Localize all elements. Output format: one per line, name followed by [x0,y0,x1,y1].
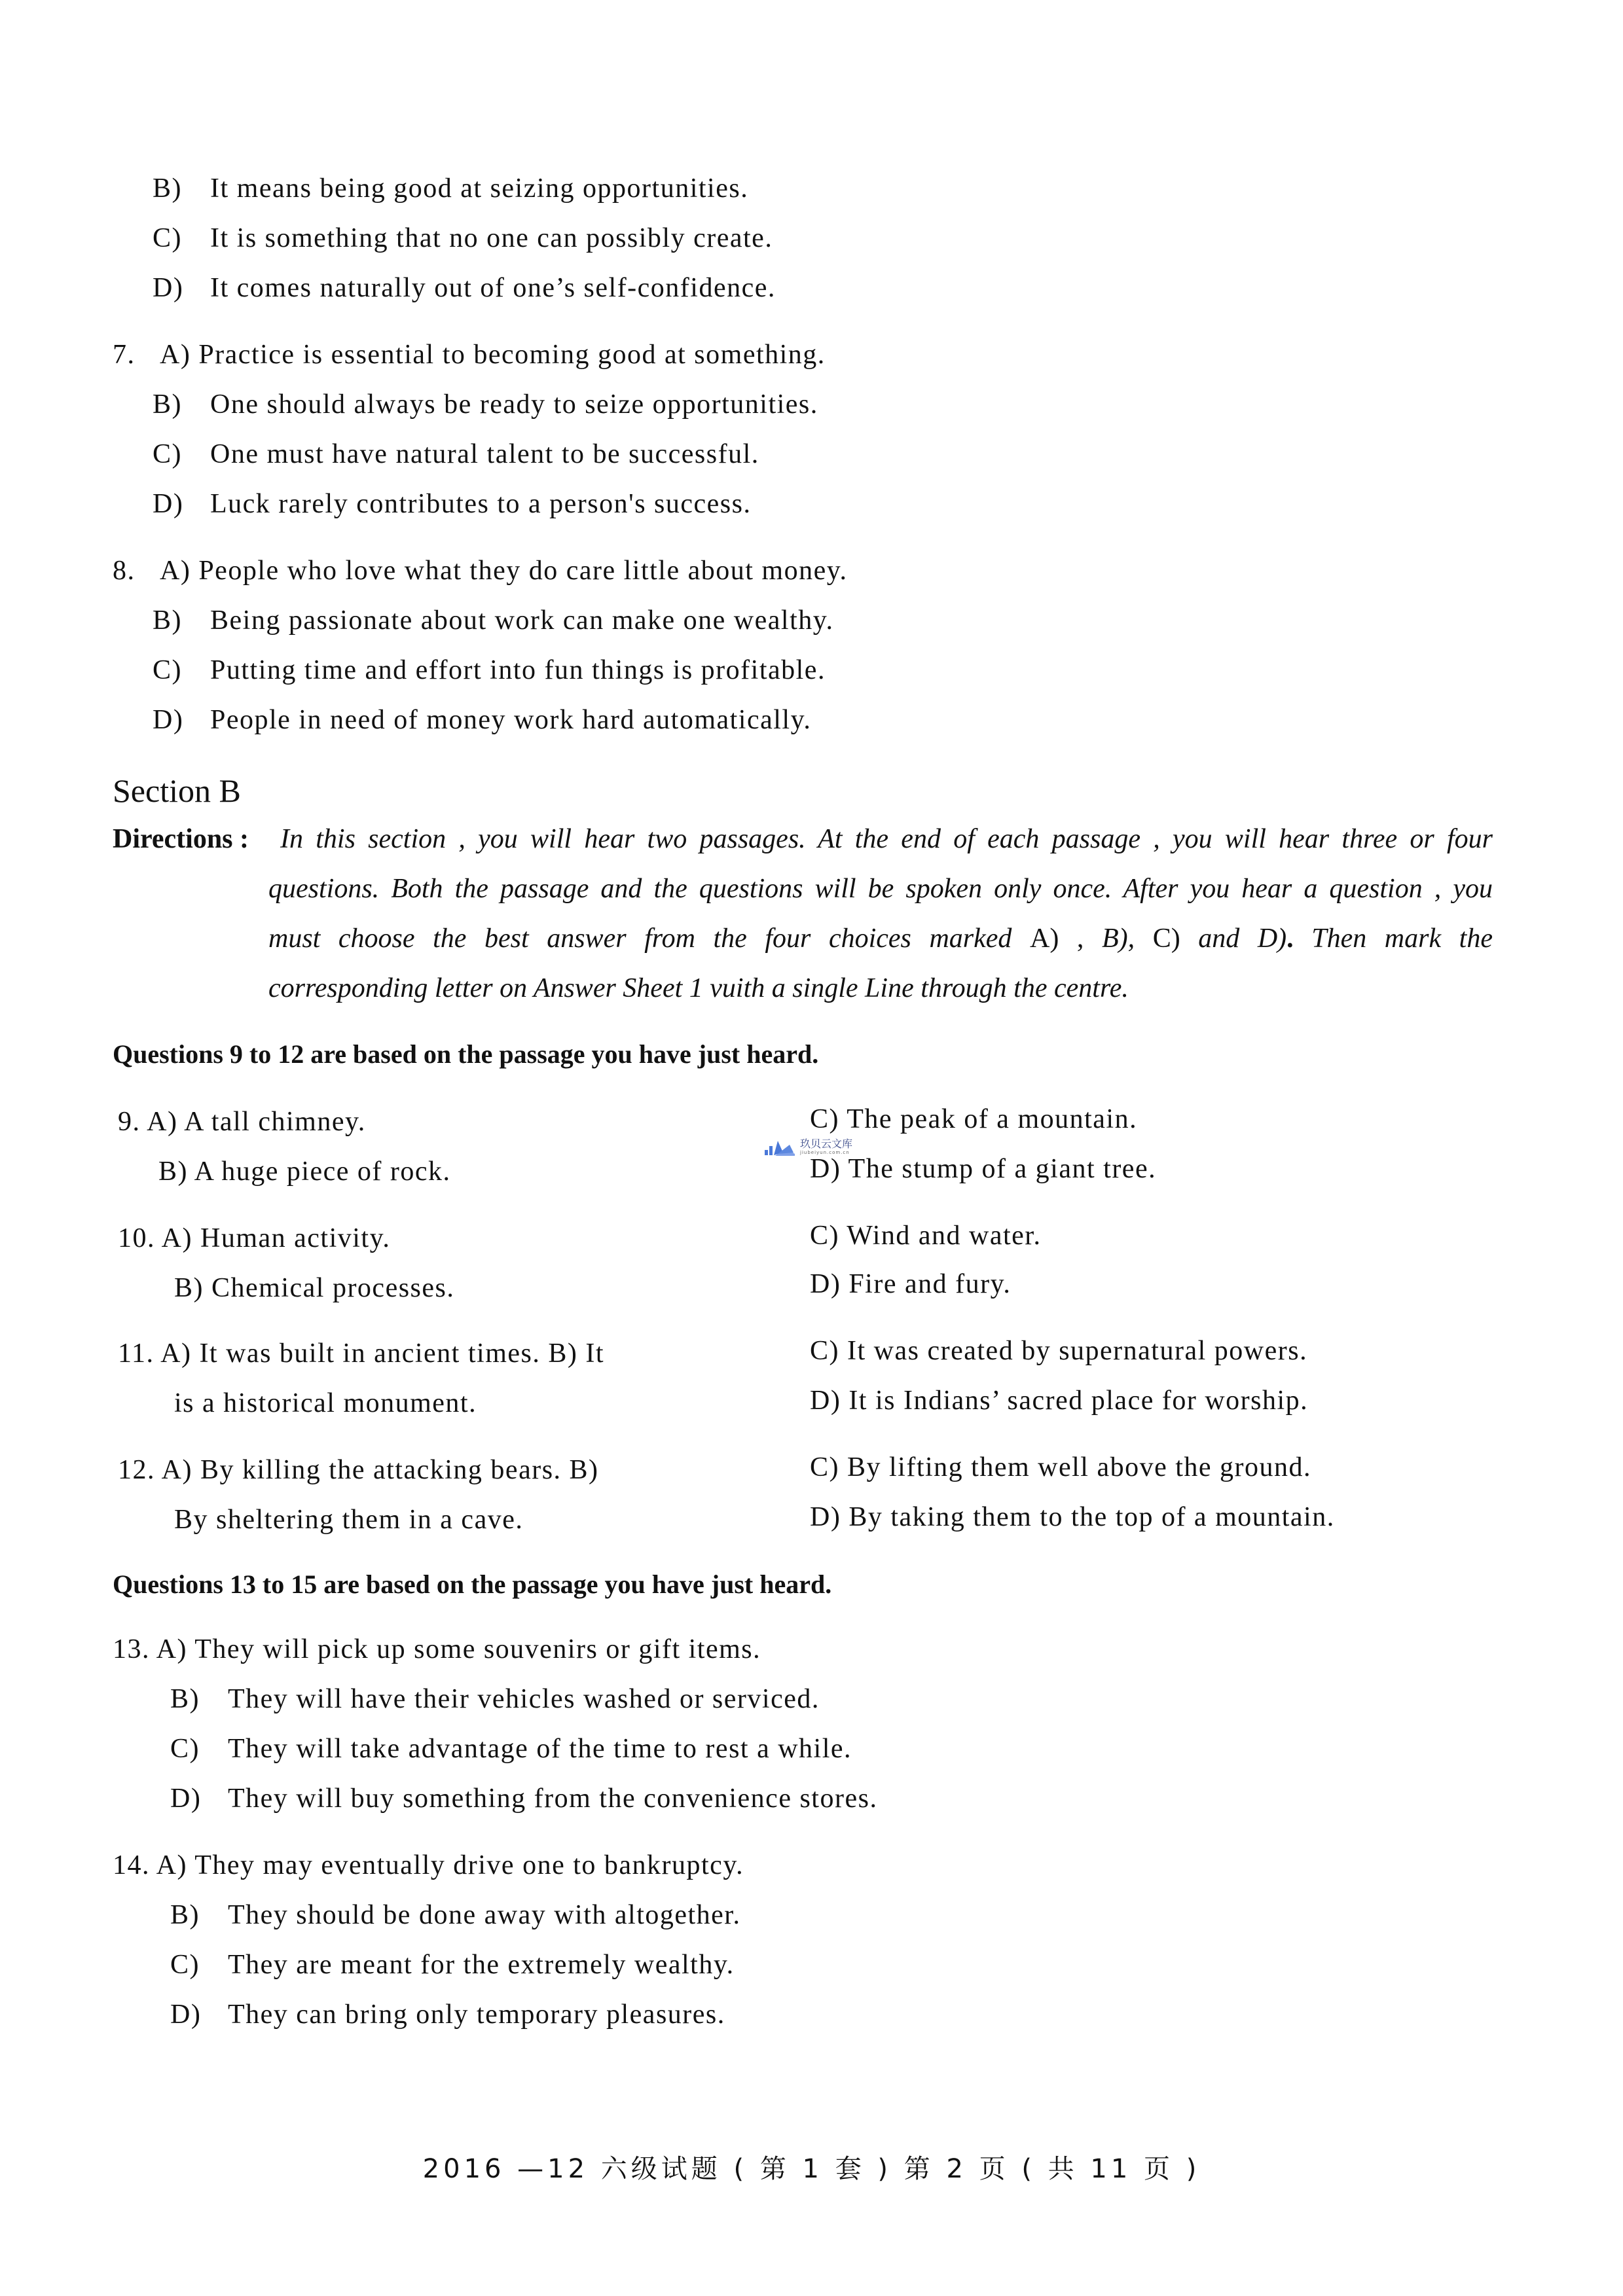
q9-option-d: D) The stump of a giant tree. [810,1154,1157,1184]
option-text: They should be done away with altogether. [228,1900,741,1930]
option-text: They will have their vehicles washed or serviced. [228,1684,820,1714]
comma: , [1076,924,1102,954]
group-heading-9-12: Questions 9 to 12 are based on the passage you have just heard. [113,1039,819,1069]
q6-option-b [153,171,748,206]
option-letter: B) [153,389,182,420]
q13-option-a: 13. A) They will pick up some souvenirs or gift items. [113,1634,761,1664]
q13-option-b [170,1682,820,1716]
q10-option-d: D) Fire and fury. [810,1269,1012,1299]
q14-option-c [170,1948,735,1982]
q11-option-d: D) It is Indians’ sacred place for worship. [810,1386,1309,1416]
watermark-logo [763,1136,862,1162]
watermark-name: 玖贝云文库 [800,1138,853,1150]
q10-option-c: C) Wind and water. [810,1221,1042,1251]
option-text: It comes naturally out of one’s self-confidence. [210,273,776,303]
q12-option-d: D) By taking them to the top of a mountain. [810,1502,1335,1532]
page-footer: 2016 —12 六级试题 ( 第 1 套 ) 第 2 页 ( 共 11 页 ) [422,2154,1201,2184]
option-text: Luck rarely contributes to a person's success. [210,489,752,519]
q7-option-b [153,387,818,422]
directions-text: Then mark the [1293,924,1493,954]
q11-left-line-2: is a historical monument. [174,1388,477,1418]
option-text: Being passionate about work can make one wealthy. [210,605,834,636]
directions-line-2: questions. Both the passage and the questions will be spoken only once. After you hear a question , you [268,874,1493,904]
choice-b-label: B), [1101,924,1153,954]
q12-option-c: C) By lifting them well above the ground. [810,1452,1312,1482]
q9-left-line-2: B) A huge piece of rock. [158,1157,451,1187]
option-text: A) Practice is essential to becoming good at something. [160,340,826,370]
option-letter: C) [170,1734,200,1764]
q8-option-a [113,554,848,588]
book-logo-icon [763,1138,797,1158]
choice-c-label: C) [1152,924,1199,954]
option-letter: C) [153,655,182,685]
choice-d-label: and D) [1198,924,1287,954]
option-text: It means being good at seizing opportunities. [210,173,749,204]
section-title: Section B [113,772,241,809]
option-letter: B) [170,1684,200,1714]
option-letter: D) [153,489,184,519]
option-text: They will buy something from the convenience stores. [228,1784,878,1814]
option-letter: B) [170,1900,200,1930]
option-letter: C) [153,439,182,469]
q11-option-c: C) It was created by supernatural powers. [810,1336,1308,1366]
q6-option-c [153,221,773,255]
q8-option-b [153,603,834,637]
option-letter: B) [153,605,182,636]
q7-option-c [153,437,759,471]
choice-a-label: A) [1030,924,1077,954]
option-text: One must have natural talent to be successful. [210,439,759,469]
watermark-url: jiubeiyun.com.cn [800,1150,850,1155]
q11-left-line-1: 11. A) It was built in ancient times. B) It [118,1338,605,1369]
option-text: They can bring only temporary pleasures. [228,2000,725,2030]
q14-option-b [170,1898,740,1932]
option-letter: D) [170,2000,202,2030]
option-letter: D) [153,705,184,735]
q10-left-line-1: 10. A) Human activity. [118,1223,391,1253]
q12-left-line-1: 12. A) By killing the attacking bears. B) [118,1455,599,1485]
group-heading-13-15: Questions 13 to 15 are based on the passage you have just heard. [113,1570,832,1599]
period: . [1286,924,1294,954]
option-letter: D) [153,273,184,303]
q7-option-a [113,338,826,372]
option-text: Putting time and effort into fun things is profitable. [210,655,826,685]
option-text: A) People who love what they do care little about money. [160,556,848,586]
option-text: One should always be ready to seize opportunities. [210,389,818,420]
q8-option-d [153,703,811,737]
q13-option-d [170,1782,877,1816]
question-number: 7. [113,340,136,370]
directions-text: must choose the best answer from the four choices marked [268,924,1030,954]
option-text: People in need of money work hard automatically. [210,705,812,735]
q13-option-c [170,1732,852,1766]
directions-label: Directions : [113,824,249,854]
option-letter: C) [153,223,182,253]
q10-left-line-2: B) Chemical processes. [174,1273,455,1303]
question-number: 8. [113,556,136,586]
q12-left-line-2: By sheltering them in a cave. [174,1505,524,1535]
option-text: It is something that no one can possibly create. [210,223,773,253]
q14-option-d [170,1998,725,2032]
q14-option-a: 14. A) They may eventually drive one to bankruptcy. [113,1850,744,1880]
option-letter: C) [170,1950,200,1980]
q7-option-d [153,487,752,521]
q6-option-d [153,271,776,305]
directions-line-1: In this section , you will hear two passages. At the end of each passage , you will hear three or four [280,824,1493,854]
q9-option-c: C) The peak of a mountain. [810,1104,1138,1134]
directions-line-3 [268,922,1493,956]
option-text: They will take advantage of the time to rest a while. [228,1734,852,1764]
q9-left-line-1: 9. A) A tall chimney. [118,1107,366,1137]
option-letter: B) [153,173,182,204]
option-text: They are meant for the extremely wealthy. [228,1950,735,1980]
directions-line-4: corresponding letter on Answer Sheet 1 vuith a single Line through the centre. [268,973,1129,1003]
q8-option-c [153,653,826,687]
option-letter: D) [170,1784,202,1814]
